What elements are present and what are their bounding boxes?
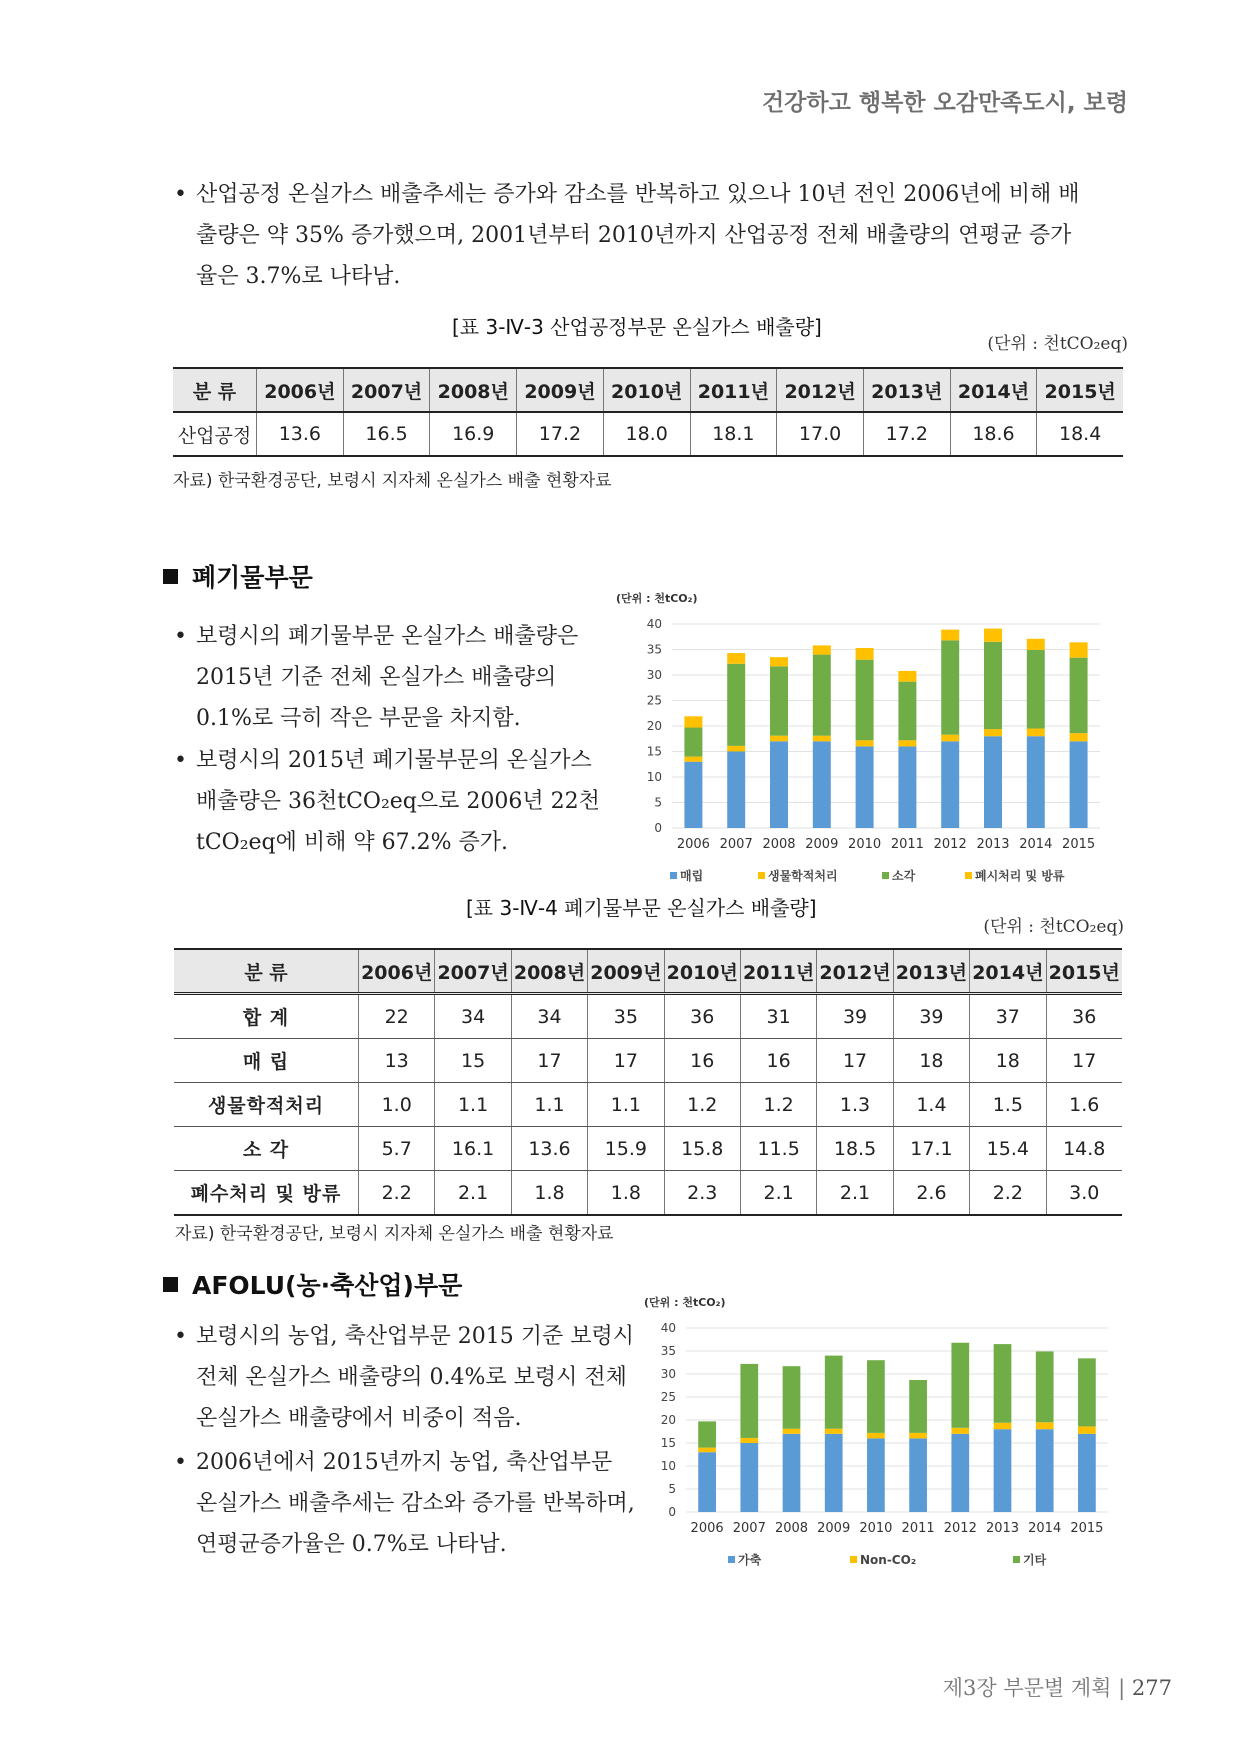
chart-x-tick-label: 2014 [1019,837,1053,852]
table1-cell: 17.2 [517,412,604,456]
chart-bar-segment [727,752,745,829]
chart-bar-segment [783,1366,801,1429]
chart-y-tick-label: 30 [646,668,662,682]
table2-cell: 5.7 [359,1127,435,1171]
table2-header: 2013년 [893,949,969,994]
table2-cell: 1.1 [435,1083,511,1127]
intro-line-2: 출량은 약 35% 증가했으며, 2001년부터 2010년까지 산업공정 전체 배출량의 연평균 증가 [196,223,1072,248]
table1-cell: 17.2 [863,412,950,456]
table2-cell: 16.1 [435,1127,511,1171]
chart-bar-segment [727,746,745,752]
table2-header: 2008년 [511,949,587,994]
table2-cell: 34 [511,994,587,1039]
chart-bar-segment [1078,1358,1096,1426]
chart-unit-label: (단위 : 천tCO₂) [644,1296,726,1309]
table2-row-label: 생물학적처리 [174,1083,359,1127]
chart-y-tick-label: 10 [646,770,662,784]
chart-bar-segment [867,1433,885,1439]
table2-row [174,1127,1122,1171]
chart-bar-segment [783,1429,801,1434]
chart-bar-segment [951,1428,969,1434]
chart-legend-swatch [965,872,972,879]
chart-bar-segment [1027,650,1045,729]
table2-cell: 2.6 [893,1171,969,1216]
chart-bar-segment [994,1429,1012,1512]
waste-bullet-1 [174,616,616,739]
chart-bar-segment [867,1360,885,1433]
table1-header: 분 류 [173,368,257,412]
chart-y-tick-label: 40 [660,1321,676,1335]
table2-cell: 17 [817,1039,893,1083]
table2-unit: (단위 : 천tCO₂eq) [983,917,1124,937]
intro-bullet [174,174,1126,297]
table2-cell: 17 [588,1039,664,1083]
table2-cell: 2.2 [359,1171,435,1216]
table2-source: 자료) 한국환경공단, 보령시 지자체 온실가스 배출 현황자료 [175,1224,614,1244]
chart-x-tick-label: 2012 [933,837,967,852]
chart-bar-segment [1027,736,1045,828]
chart-bar-segment [951,1343,969,1428]
chart-legend-label: 생물학적처리 [768,869,838,883]
chart-bar-segment [770,736,788,742]
chart-bar-segment [1070,658,1088,733]
table2-header: 2009년 [588,949,664,994]
table2-header: 2015년 [1046,949,1122,994]
table2-cell: 36 [1046,994,1122,1039]
table1-header: 2012년 [777,368,864,412]
chart-x-tick-label: 2007 [732,1521,766,1536]
table2-row-label: 소 각 [174,1127,359,1171]
chart-bar-segment [898,746,916,828]
chart-y-tick-label: 35 [660,1344,676,1358]
table2-cell: 14.8 [1046,1127,1122,1171]
chart-bar-segment [856,740,874,746]
table2-cell: 1.1 [511,1083,587,1127]
table2-cell: 1.4 [893,1083,969,1127]
chart-bar-segment [770,657,788,666]
chart-bar-segment [770,666,788,735]
chart-bar-segment [856,660,874,741]
table1-header: 2015년 [1037,368,1123,412]
table2-cell: 15.8 [664,1127,740,1171]
afolu-bullet-2 [174,1442,646,1565]
chart-bar-segment [698,1452,716,1512]
chart-y-tick-label: 35 [646,642,662,657]
table2-header: 2007년 [435,949,511,994]
table2-cell: 13.6 [511,1127,587,1171]
square-bullet-icon [163,569,178,584]
chart-x-tick-label: 2009 [817,1521,851,1536]
chart-bar-segment [941,735,959,742]
chart-bar-segment [856,746,874,828]
afolu-emissions-chart [636,1292,1130,1577]
table2-cell: 18.5 [817,1127,893,1171]
chart-x-tick-label: 2007 [719,837,753,852]
chart-bar-segment [684,716,702,727]
table2-cell: 1.2 [664,1083,740,1127]
table1-header: 2013년 [863,368,950,412]
chart-x-tick-label: 2013 [976,837,1010,852]
table1-row-label: 산업공정 [173,412,257,456]
chart-x-tick-label: 2010 [859,1521,893,1536]
table2-cell: 1.8 [511,1171,587,1216]
chart-bar-segment [825,1356,843,1429]
chart-y-tick-label: 40 [646,617,662,631]
chart-bar-segment [813,741,831,828]
table1-cell: 18.4 [1037,412,1123,456]
industrial-process-table [173,367,1123,457]
chart-bar-segment [941,640,959,734]
chart-x-tick-label: 2009 [805,837,839,852]
chart-bar-segment [813,655,831,736]
waste-table [174,948,1122,1216]
table2-cell: 39 [893,994,969,1039]
page-number: 277 [1131,1676,1172,1700]
chart-legend-label: 가축 [738,1553,762,1567]
bullet-dot: • [174,1450,187,1475]
chart-bar-segment [941,741,959,828]
chart-legend-swatch [882,872,889,879]
afolu-b2-line: 연평균증가율은 0.7%로 나타남. [196,1532,507,1557]
chart-x-tick-label: 2011 [901,1521,935,1536]
chart-bar-segment [727,653,745,664]
bullet-dot: • [174,1324,187,1349]
table2-cell: 34 [435,994,511,1039]
waste-b2-line: 배출량은 36천tCO₂eq으로 2006년 22천 [196,789,600,814]
section-heading-waste [163,558,313,594]
table1-header: 2007년 [343,368,430,412]
table2-cell: 22 [359,994,435,1039]
chart-bar-segment [813,736,831,742]
chart-bar-segment [867,1438,885,1512]
chart-y-tick-label: 10 [660,1459,676,1473]
chart-bar-segment [898,682,916,741]
table2-row-label: 폐수처리 및 방류 [174,1171,359,1216]
table1-row [173,412,1123,456]
page-footer [943,1672,1172,1702]
chart-x-tick-label: 2010 [848,837,882,852]
chart-y-tick-label: 5 [668,1482,676,1496]
chart-bar-segment [898,671,916,682]
chart-legend-label: 소각 [892,869,916,883]
table2-cell: 15 [435,1039,511,1083]
table2-cell: 17 [511,1039,587,1083]
table2-cell: 17.1 [893,1127,969,1171]
table2-header-row [174,949,1122,994]
footer-chapter: 제3장 부문별 계획 [942,1676,1112,1700]
footer-separator: | [1118,1676,1132,1700]
chart-y-tick-label: 25 [646,693,662,708]
chart-y-tick-label: 30 [660,1367,676,1381]
waste-b1-line: 2015년 기준 전체 온실가스 배출량의 [196,665,557,690]
chart-bar-segment [1070,733,1088,741]
chart-x-tick-label: 2014 [1028,1521,1062,1536]
table2-header: 2006년 [359,949,435,994]
table1-cell: 16.5 [343,412,430,456]
table1-cell: 16.9 [430,412,517,456]
table1-cell: 18.6 [950,412,1037,456]
chart-x-tick-label: 2006 [690,1521,724,1536]
chart-y-tick-label: 5 [654,795,662,810]
afolu-b1-line: 보령시의 농업, 축산업부문 2015 기준 보령시 [196,1324,634,1349]
table2-cell: 1.2 [740,1083,816,1127]
chart-bar-segment [698,1421,716,1447]
chart-bar-segment [994,1344,1012,1423]
table2-row [174,1171,1122,1216]
chart-bar-segment [684,728,702,757]
table1-cell: 18.0 [603,412,690,456]
chart-x-tick-label: 2013 [985,1521,1020,1536]
bullet-dot: • [174,748,187,773]
afolu-b2-line: 2006년에서 2015년까지 농업, 축산업부문 [196,1450,613,1475]
afolu-heading-text: AFOLU(농·축산업)부문 [192,1271,463,1300]
table1-header: 2010년 [603,368,690,412]
chart-y-tick-label: 0 [654,821,662,835]
chart-bar-segment [1036,1429,1054,1512]
chart-bar-segment [740,1443,758,1512]
chart-x-tick-label: 2008 [774,1521,809,1536]
waste-heading-text: 폐기물부문 [192,563,313,592]
table2-cell: 15.4 [970,1127,1046,1171]
table1-header: 2006년 [257,368,344,412]
chart-bar-segment [1036,1422,1054,1429]
table1-unit: (단위 : 천tCO₂eq) [987,334,1128,354]
chart-y-tick-label: 0 [668,1505,676,1519]
chart-bar-segment [951,1434,969,1512]
afolu-b2-line: 온실가스 배출추세는 감소와 증가를 반복하며, [196,1491,635,1516]
table2-cell: 2.1 [740,1171,816,1216]
table2-cell: 18 [893,1039,969,1083]
table2-cell: 17 [1046,1039,1122,1083]
afolu-bullet-1 [174,1316,646,1439]
afolu-b1-line: 전체 온실가스 배출량의 0.4%로 보령시 전체 [196,1365,627,1390]
chart-y-tick-label: 15 [660,1436,676,1450]
table2-cell: 13 [359,1039,435,1083]
section-heading-afolu [163,1266,462,1302]
chart-x-tick-label: 2011 [890,837,924,852]
table2-cell: 1.5 [970,1083,1046,1127]
chart-y-tick-label: 25 [660,1390,676,1404]
running-header: 건강하고 행복한 오감만족도시, 보령 [761,90,1128,116]
chart-bar-segment [984,729,1002,736]
chart-bar-segment [770,741,788,828]
table2-cell: 11.5 [740,1127,816,1171]
chart-legend-label: 폐시처리 및 방류 [975,869,1065,883]
table1-cell: 17.0 [777,412,864,456]
table1-header: 2009년 [517,368,604,412]
chart-y-tick-label: 20 [660,1413,676,1427]
chart-bar-segment [813,645,831,654]
chart-legend-label: Non-CO₂ [860,1553,917,1567]
table2-cell: 1.3 [817,1083,893,1127]
intro-line-1: 산업공정 온실가스 배출추세는 증가와 감소를 반복하고 있으나 10년 전인 2006년에 비해 배 [196,182,1080,207]
table2-cell: 39 [817,994,893,1039]
table1-caption: [표 3-Ⅳ-3 산업공정부문 온실가스 배출량] [452,315,822,339]
chart-bar-segment [909,1438,927,1512]
table2-cell: 18 [970,1039,1046,1083]
chart-x-tick-label: 2012 [943,1521,977,1536]
table2-cell: 16 [740,1039,816,1083]
waste-bullet-2 [174,740,616,863]
table1-source: 자료) 한국환경공단, 보령시 지자체 온실가스 배출 현황자료 [173,471,612,491]
chart-bar-segment [1078,1434,1096,1512]
chart-bar-segment [1036,1351,1054,1422]
square-bullet-icon [163,1277,178,1292]
chart-legend-swatch [728,1556,735,1563]
table2-row [174,1039,1122,1083]
chart-bar-segment [727,664,745,746]
intro-line-3: 율은 3.7%로 나타남. [196,264,401,289]
chart-bar-segment [909,1433,927,1439]
waste-b1-line: 보령시의 폐기물부문 온실가스 배출량은 [196,624,579,649]
chart-x-tick-label: 2015 [1062,837,1096,852]
table2-header: 2014년 [970,949,1046,994]
table1-header: 2011년 [690,368,777,412]
bullet-dot: • [174,624,187,649]
table2-row [174,994,1122,1039]
table2-row-label: 매 립 [174,1039,359,1083]
table1-header-row [173,368,1123,412]
chart-bar-segment [898,740,916,746]
table2-row-label: 합 계 [174,994,359,1039]
chart-y-tick-label: 20 [646,719,662,733]
chart-bar-segment [856,648,874,660]
chart-bar-segment [740,1438,758,1443]
afolu-b1-line: 온실가스 배출량에서 비중이 적음. [196,1406,522,1431]
chart-legend-swatch [850,1556,857,1563]
table2-cell: 1.6 [1046,1083,1122,1127]
chart-legend-label: 매립 [680,869,704,883]
chart-legend-swatch [758,872,765,879]
table2-cell: 1.0 [359,1083,435,1127]
chart-bar-segment [1027,639,1045,650]
table2-cell: 36 [664,994,740,1039]
table2-cell: 3.0 [1046,1171,1122,1216]
chart-bar-segment [1027,729,1045,737]
chart-y-tick-label: 15 [646,744,662,759]
table2-cell: 2.1 [817,1171,893,1216]
chart-bar-segment [825,1429,843,1434]
table2-caption: [표 3-Ⅳ-4 폐기물부문 온실가스 배출량] [466,896,817,920]
chart-bar-segment [684,762,702,828]
table2-cell: 37 [970,994,1046,1039]
waste-b1-line: 0.1%로 극히 작은 부문을 차지함. [196,706,521,731]
table2-cell: 15.9 [588,1127,664,1171]
chart-bar-segment [1078,1426,1096,1433]
table2-cell: 2.2 [970,1171,1046,1216]
chart-bar-segment [994,1423,1012,1429]
chart-bar-segment [941,630,959,641]
chart-x-tick-label: 2015 [1070,1521,1104,1536]
chart-x-tick-label: 2008 [762,837,796,852]
chart-unit-label: (단위 : 천tCO₂) [616,592,698,605]
table2-header: 2012년 [817,949,893,994]
waste-b2-line: 보령시의 2015년 폐기물부문의 온실가스 [196,748,592,773]
table2-header: 2010년 [664,949,740,994]
waste-emissions-chart [610,588,1130,893]
table1-header: 2008년 [430,368,517,412]
table2-cell: 1.1 [588,1083,664,1127]
chart-bar-segment [1070,642,1088,657]
table2-cell: 1.8 [588,1171,664,1216]
table2-cell: 31 [740,994,816,1039]
chart-bar-segment [984,629,1002,642]
chart-bar-segment [909,1380,927,1433]
chart-legend-label: 기타 [1023,1553,1047,1567]
table2-cell: 16 [664,1039,740,1083]
chart-legend-swatch [670,872,677,879]
table1-header: 2014년 [950,368,1037,412]
table2-header: 분 류 [174,949,359,994]
table1-cell: 13.6 [257,412,344,456]
table2-cell: 2.3 [664,1171,740,1216]
table2-header: 2011년 [740,949,816,994]
chart-bar-segment [984,642,1002,729]
bullet-dot: • [174,182,187,207]
chart-legend-swatch [1013,1556,1020,1563]
chart-bar-segment [1070,741,1088,828]
chart-bar-segment [984,736,1002,828]
table1-cell: 18.1 [690,412,777,456]
chart-bar-segment [684,757,702,762]
waste-b2-line: tCO₂eq에 비해 약 67.2% 증가. [196,830,508,855]
chart-bar-segment [740,1364,758,1438]
chart-bar-segment [698,1448,716,1453]
table2-row [174,1083,1122,1127]
chart-x-tick-label: 2006 [676,837,710,852]
chart-bar-segment [825,1434,843,1512]
table2-cell: 2.1 [435,1171,511,1216]
table2-cell: 35 [588,994,664,1039]
chart-bar-segment [783,1434,801,1512]
